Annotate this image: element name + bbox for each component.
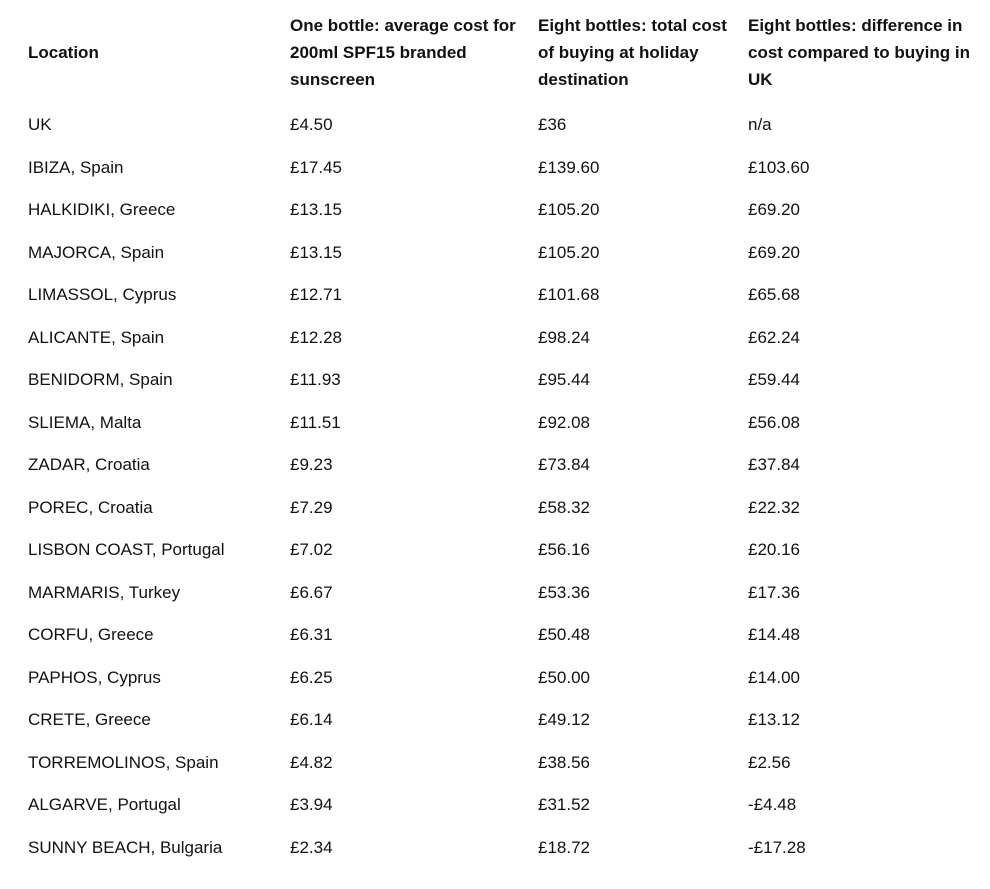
table-row [20,104,988,147]
location-cell: CORFU, Greece [28,625,154,645]
one-bottle-cost-cell: £13.15 [290,200,342,220]
location-cell: PAPHOS, Cyprus [28,667,161,687]
location-cell: BENIDORM, Spain [28,370,173,390]
location-cell: SLIEMA, Malta [28,412,142,432]
location-cell: TORREMOLINOS, Spain [28,752,219,772]
location-cell: IBIZA, Spain [28,157,124,177]
table-row [20,699,988,742]
one-bottle-cost-cell: £7.29 [290,497,333,517]
column-header-eight-bottles-difference: Eight bottles: difference in cost compared to buying in UK [748,15,970,89]
location-cell: HALKIDIKI, Greece [28,200,176,220]
eight-bottles-difference-cell: £2.56 [748,752,791,772]
eight-bottles-difference-cell: £14.48 [748,625,800,645]
table-row [20,274,988,317]
eight-bottles-total-cell: £105.20 [538,200,600,220]
one-bottle-cost-cell: £9.23 [290,455,333,475]
table-row [20,827,988,870]
one-bottle-cost-cell: £7.02 [290,540,333,560]
table-row [20,657,988,700]
eight-bottles-difference-cell: £62.24 [748,327,800,347]
eight-bottles-difference-cell: £103.60 [748,157,810,177]
eight-bottles-difference-cell: n/a [748,115,772,135]
table-row [20,317,988,360]
location-cell: MARMARIS, Turkey [28,582,181,602]
eight-bottles-total-cell: £38.56 [538,752,590,772]
eight-bottles-difference-cell: £17.36 [748,582,800,602]
one-bottle-cost-cell: £4.50 [290,115,333,135]
one-bottle-cost-cell: £13.15 [290,242,342,262]
eight-bottles-total-cell: £73.84 [538,455,590,475]
table-row [20,359,988,402]
one-bottle-cost-cell: £17.45 [290,157,342,177]
location-cell: ALGARVE, Portugal [28,795,181,815]
eight-bottles-difference-cell: £13.12 [748,710,800,730]
one-bottle-cost-cell: £3.94 [290,795,333,815]
eight-bottles-difference-cell: £65.68 [748,285,800,305]
table-body [20,104,988,869]
eight-bottles-total-cell: £101.68 [538,285,600,305]
column-header-eight-bottles-total: Eight bottles: total cost of buying at holiday destination [538,15,727,89]
eight-bottles-total-cell: £50.48 [538,625,590,645]
sunscreen-cost-table [20,6,988,869]
table-row [20,614,988,657]
eight-bottles-total-cell: £31.52 [538,795,590,815]
table-row [20,742,988,785]
eight-bottles-difference-cell: £56.08 [748,412,800,432]
one-bottle-cost-cell: £6.25 [290,667,333,687]
one-bottle-cost-cell: £12.28 [290,327,342,347]
one-bottle-cost-cell: £6.67 [290,582,333,602]
table-row [20,189,988,232]
table-row [20,402,988,445]
one-bottle-cost-cell: £6.14 [290,710,333,730]
location-cell: SUNNY BEACH, Bulgaria [28,837,223,857]
column-header-one-bottle-cost: One bottle: average cost for 200ml SPF15 branded sunscreen [290,15,516,89]
table-row [20,444,988,487]
header-row [20,6,988,104]
eight-bottles-difference-cell: £14.00 [748,667,800,687]
eight-bottles-total-cell: £56.16 [538,540,590,560]
location-cell: CRETE, Greece [28,710,151,730]
eight-bottles-total-cell: £18.72 [538,837,590,857]
eight-bottles-total-cell: £53.36 [538,582,590,602]
eight-bottles-total-cell: £58.32 [538,497,590,517]
eight-bottles-total-cell: £36 [538,115,567,135]
table-row [20,487,988,530]
eight-bottles-difference-cell: £37.84 [748,455,800,475]
table-row [20,784,988,827]
eight-bottles-total-cell: £139.60 [538,157,600,177]
table-row [20,147,988,190]
eight-bottles-total-cell: £98.24 [538,327,590,347]
eight-bottles-difference-cell: -£4.48 [748,795,797,815]
table-row [20,232,988,275]
one-bottle-cost-cell: £6.31 [290,625,333,645]
location-cell: MAJORCA, Spain [28,242,165,262]
table-header [20,6,988,104]
location-cell: UK [28,115,52,135]
eight-bottles-total-cell: £49.12 [538,710,590,730]
eight-bottles-total-cell: £95.44 [538,370,590,390]
one-bottle-cost-cell: £11.51 [290,412,341,432]
location-cell: LIMASSOL, Cyprus [28,285,177,305]
one-bottle-cost-cell: £12.71 [290,285,342,305]
table-row [20,529,988,572]
eight-bottles-difference-cell: -£17.28 [748,837,806,857]
one-bottle-cost-cell: £2.34 [290,837,333,857]
eight-bottles-difference-cell: £69.20 [748,200,800,220]
eight-bottles-total-cell: £92.08 [538,412,590,432]
eight-bottles-total-cell: £50.00 [538,667,590,687]
one-bottle-cost-cell: £11.93 [290,370,341,390]
eight-bottles-difference-cell: £69.20 [748,242,800,262]
location-cell: ALICANTE, Spain [28,327,165,347]
eight-bottles-difference-cell: £22.32 [748,497,800,517]
one-bottle-cost-cell: £4.82 [290,752,333,772]
location-cell: POREC, Croatia [28,497,153,517]
eight-bottles-total-cell: £105.20 [538,242,600,262]
eight-bottles-difference-cell: £59.44 [748,370,800,390]
eight-bottles-difference-cell: £20.16 [748,540,800,560]
location-cell: ZADAR, Croatia [28,455,150,475]
column-header-location: Location [28,42,99,62]
table-row [20,572,988,615]
location-cell: LISBON COAST, Portugal [28,540,225,560]
